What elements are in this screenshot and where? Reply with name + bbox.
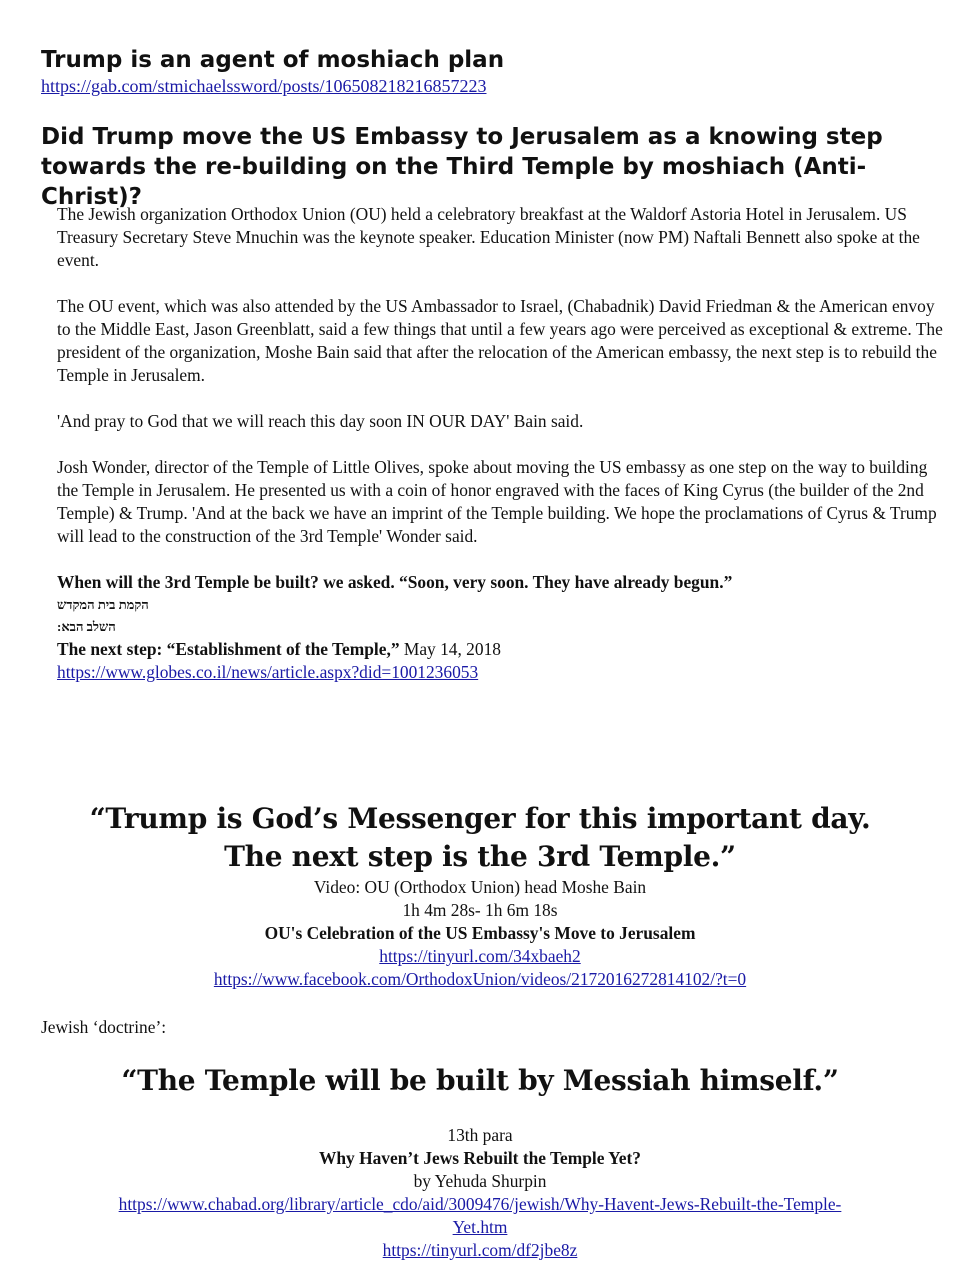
chabad-article-title: Why Haven’t Jews Rebuilt the Temple Yet? (318, 1148, 642, 1168)
paragraph-3: 'And pray to God that we will reach this day soon IN OUR DAY' Bain said. (57, 411, 584, 431)
globes-article-link[interactable]: https://www.globes.co.il/news/article.aspx?did=1001236053 (57, 662, 479, 682)
hebrew-line-1: הקמת בית המקדש (57, 597, 149, 612)
tinyurl-video-link[interactable]: https://tinyurl.com/34xbaeh2 (379, 946, 581, 966)
chabad-author: by Yehuda Shurpin (413, 1171, 547, 1191)
gab-post-link[interactable]: https://gab.com/stmichaelssword/posts/106508218216857223 (41, 76, 487, 96)
page-title: Trump is an agent of moshiach plan (41, 47, 505, 73)
video-quote-block (0, 800, 960, 991)
doctrine-quote: “The Temple will be built by Messiah himself.” (121, 1064, 839, 1097)
video-event-title: OU's Celebration of the US Embassy's Move to Jerusalem (264, 923, 696, 943)
next-step-date: May 14, 2018 (399, 639, 501, 659)
chabad-reference (0, 1124, 960, 1262)
paragraph-4: Josh Wonder, director of the Temple of Little Olives, spoke about moving the US embassy as one step on the way to building the Temple in Jerusalem. He presented us with a coin of honor engraved with the faces of King Cyrus (the builder of the 2nd Temple) & Trump. 'And at the back we have an imprint of the Temple building. We hope the proclamations of Cyrus & Trump will lead to the construction of the 3rd Temple' Wonder said. (57, 457, 937, 546)
paragraph-2: The OU event, which was also attended by the US Ambassador to Israel, (Chabadnik) David Friedman & the American envoy to the Middle East, Jason Greenblatt, said a few things that until a few years ago were perceived as exceptional & extreme. The president of the organization, Moshe Bain said that after the relocation of the American embassy, the next step is to rebuild the Temple in Jerusalem. (57, 296, 943, 385)
section-heading: Did Trump move the US Embassy to Jerusalem as a knowing step towards the re-building on the Third Temple by moshiach (Anti-Christ)? (41, 124, 883, 210)
quote-line: When will the 3rd Temple be built? we asked. “Soon, very soon. They have already begun.” (57, 572, 733, 592)
facebook-video-link[interactable]: https://www.facebook.com/OrthodoxUnion/videos/2172016272814102/?t=0 (213, 969, 747, 989)
chabad-tinyurl-link[interactable]: https://tinyurl.com/df2jbe8z (382, 1240, 578, 1260)
article-body (57, 203, 949, 684)
chabad-article-link[interactable]: https://www.chabad.org/library/article_cdo/aid/3009476/jewish/Why-Havent-Jews-Rebuilt-the-Temple- Yet.htm (118, 1194, 842, 1237)
doctrine-block (0, 1062, 960, 1100)
big-quote-line-1: “Trump is God’s Messenger for this important day. (89, 802, 871, 835)
next-step-title: The next step: “Establishment of the Temple,” (57, 639, 400, 659)
video-caption: Video: OU (Orthodox Union) head Moshe Bain (313, 877, 647, 897)
para-reference: 13th para (447, 1125, 513, 1145)
doctrine-label: Jewish ‘doctrine’: (41, 1017, 167, 1037)
video-timestamp: 1h 4m 28s- 1h 6m 18s (402, 900, 558, 920)
next-step-line (57, 638, 949, 661)
paragraph-1: The Jewish organization Orthodox Union (OU) held a celebratory breakfast at the Waldorf Astoria Hotel in Jerusalem. US Treasury Secretary Steve Mnuchin was the keynote speaker. Education Minister (now PM) Naftali Bennett also spoke at the event. (57, 204, 920, 270)
big-quote-line-2: The next step is the 3rd Temple.” (224, 840, 736, 873)
hebrew-line-2: השלב הבא: (57, 619, 116, 634)
